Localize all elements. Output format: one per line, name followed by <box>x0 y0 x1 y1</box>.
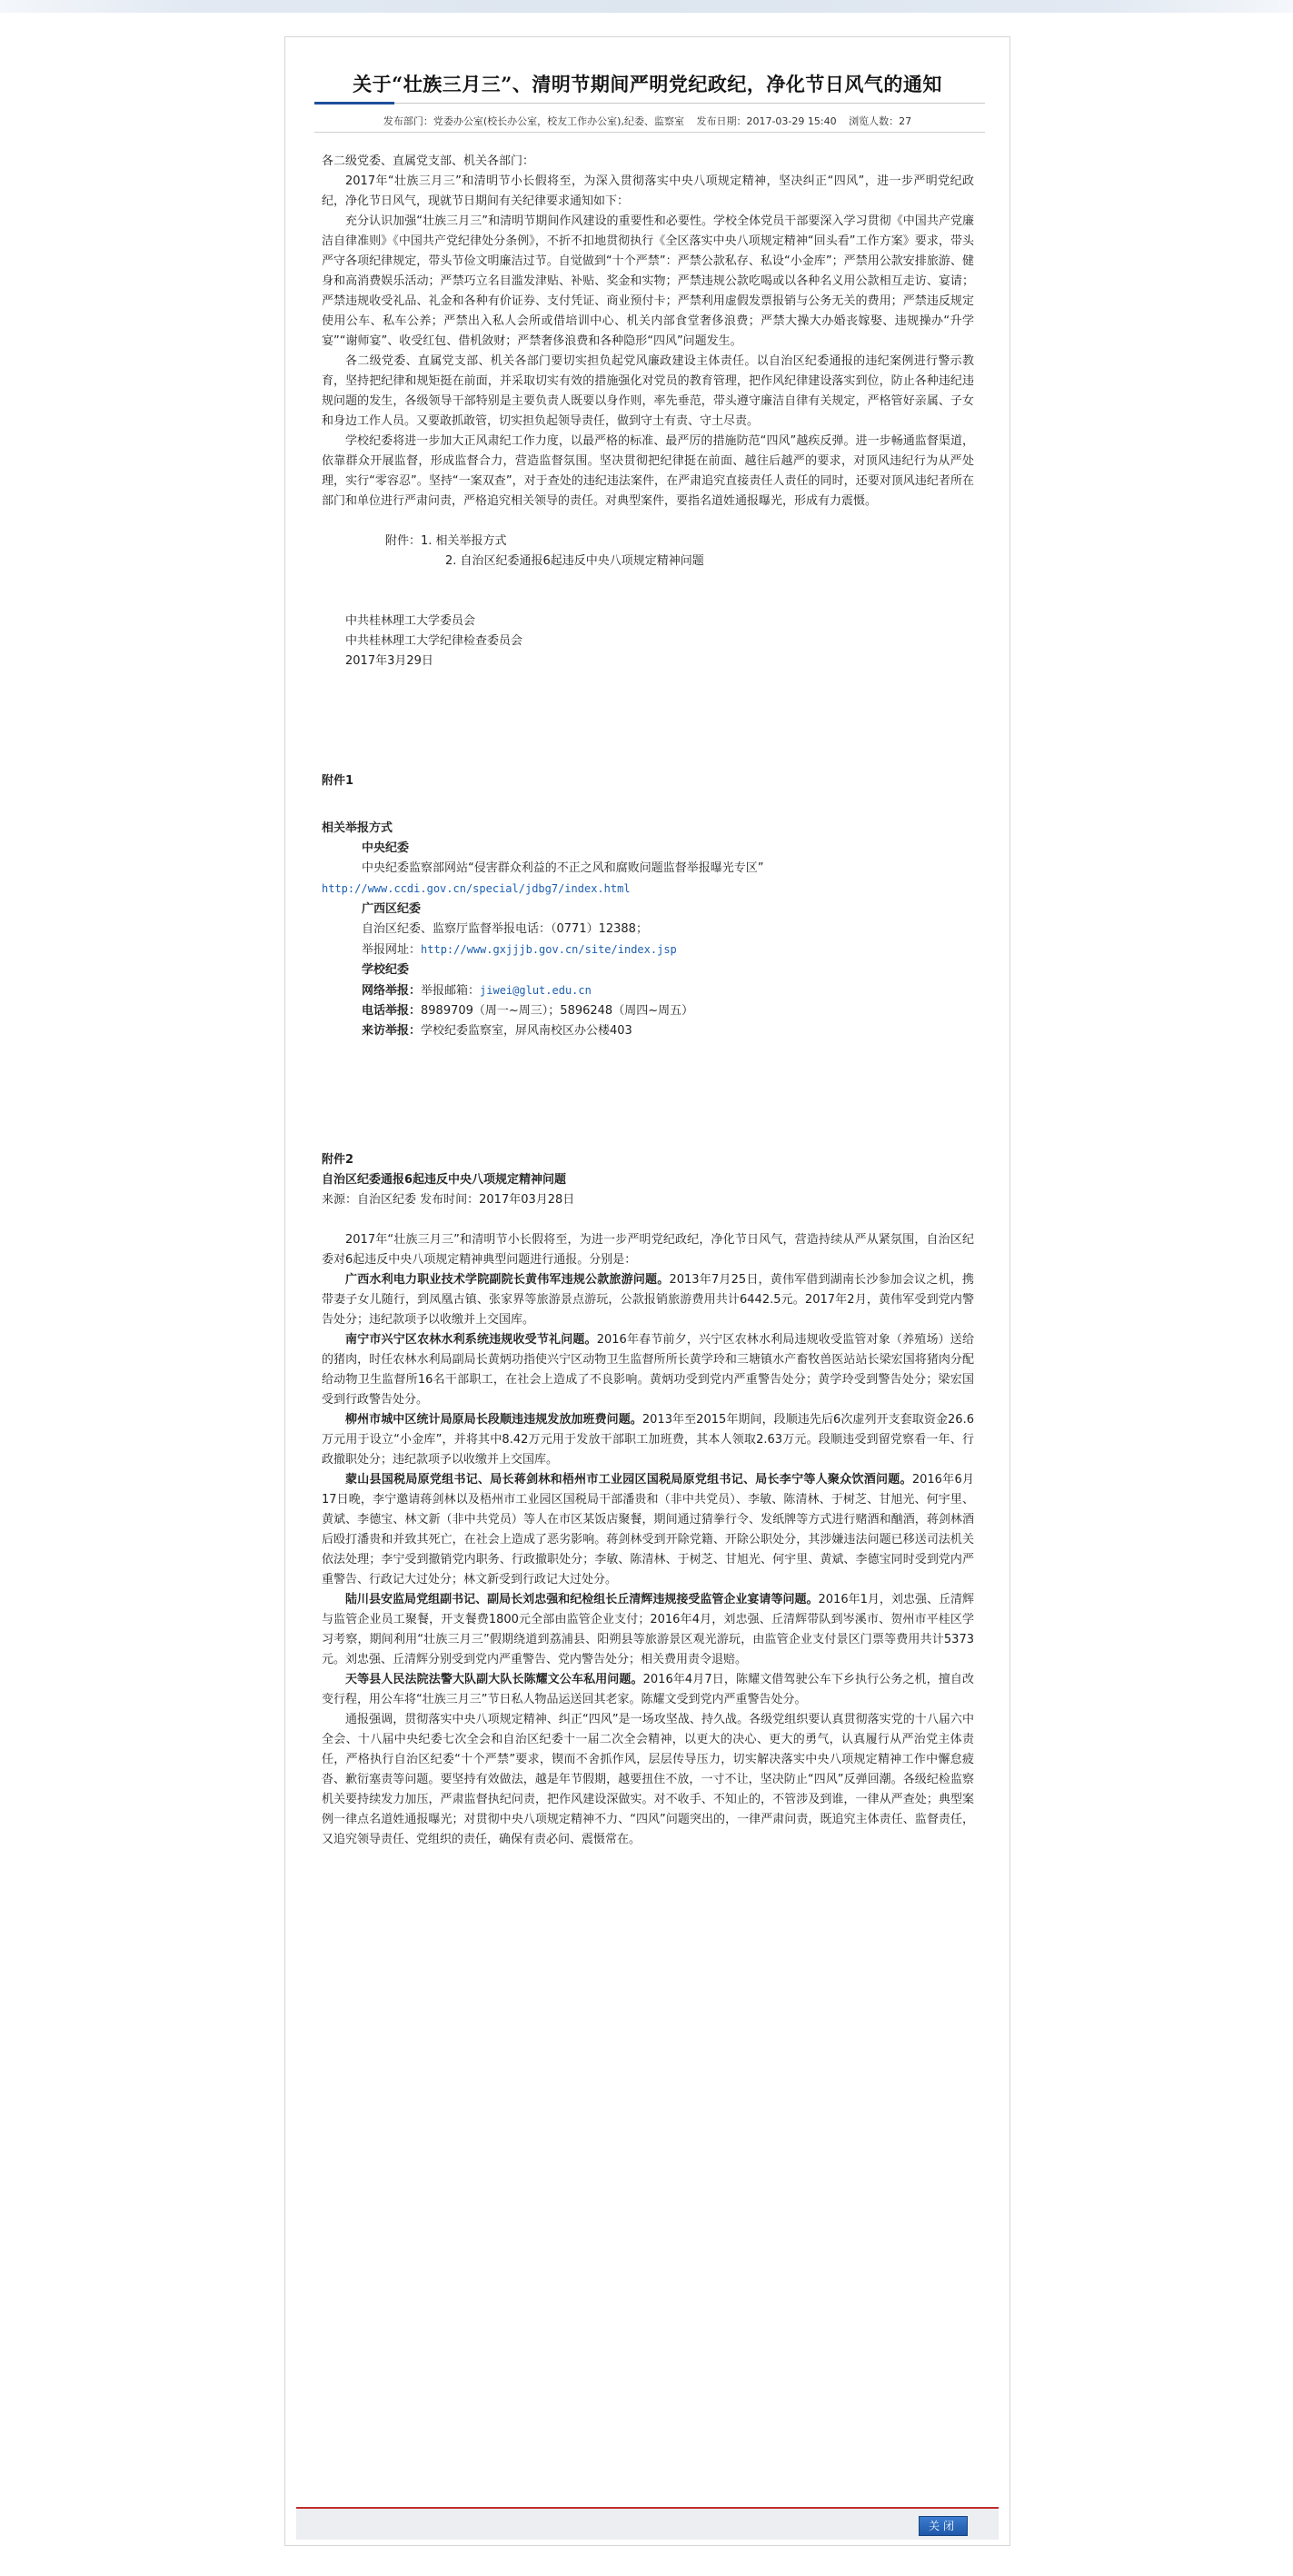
case-title: 蒙山县国税局原党组书记、局长蒋剑林和梧州市工业园区国税局原党组书记、局长李宁等人聚众饮酒问题。 <box>345 1473 912 1487</box>
meta-department: 发布部门：党委办公室(校长办公室，校友工作办公室),纪委、监察室 <box>383 115 684 127</box>
guangxi-site-label: 举报网址： <box>362 943 422 957</box>
notice-meta <box>285 114 1010 128</box>
case-title: 柳州市城中区统计局原局长段顺违违规发放加班费问题。 <box>345 1413 642 1427</box>
net-report-label: 网络举报： <box>362 984 422 998</box>
visit-report-text: 学校纪委监察室，屏风南校区办公楼403 <box>421 1024 632 1038</box>
attachment-list-item-2: 2. 自治区纪委通报6起违反中央八项规定精神问题 <box>445 554 704 568</box>
notice-body <box>322 152 974 1850</box>
guangxi-commission-title: 广西区纪委 <box>362 902 422 916</box>
close-button[interactable]: 关闭 <box>919 2516 968 2536</box>
body-paragraph: 2017年“壮族三月三”和清明节小长假将至，为深入贯彻落实中央八项规定精神，坚决纠正“四风”，进一步严明党纪政纪，净化节日风气，现就节日期间有关纪律要求通知如下： <box>322 174 974 208</box>
case-item <box>322 1590 974 1670</box>
central-commission-link[interactable]: http://www.ccdi.gov.cn/special/jdbg7/index.html <box>322 882 631 895</box>
central-commission-title: 中央纪委 <box>362 841 410 855</box>
phone-report-label: 电话举报： <box>362 1004 422 1018</box>
attachment-2-heading: 自治区纪委通报6起违反中央八项规定精神问题 <box>322 1173 567 1187</box>
title-divider <box>314 103 985 104</box>
attachment-1-heading: 相关举报方式 <box>322 821 393 835</box>
guangxi-site-link[interactable]: http://www.gxjjjb.gov.cn/site/index.jsp <box>421 943 677 956</box>
case-title: 天等县人民法院法警大队副大队长陈耀文公车私用问题。 <box>345 1673 643 1686</box>
attachment-2-intro: 2017年“壮族三月三”和清明节小长假将至，为进一步严明党纪政纪，净化节日风气，营造持续从严从紧氛围，自治区纪委对6起违反中央八项规定精神典型问题进行通报。分别是： <box>322 1233 974 1267</box>
case-item <box>322 1470 974 1590</box>
case-text: 2013年至2015年期间，段顺违先后6次虚列开支套取资金26.6万元用于设立“小金库”，并将其中8.42万元用于发放干部职工加班费，其本人领取2.63万元。段顺违受到留党察看一年、行政撤职处分；违纪款项予以收缴并上交国库。 <box>322 1413 974 1467</box>
attachment-1-label: 附件1 <box>322 774 354 788</box>
top-decor-band <box>0 0 1293 13</box>
signature-org-1: 中共桂林理工大学委员会 <box>345 614 476 628</box>
page-title: 关于“壮族三月三”、清明节期间严明党纪政纪，净化节日风气的通知 <box>353 73 942 95</box>
body-paragraph: 各二级党委、直属党支部、机关各部门要切实担负起党风廉政建设主体责任。以自治区纪委通报的违纪案例进行警示教育，坚持把纪律和规矩挺在前面，并采取切实有效的措施强化对党员的教育管理，把作风纪律建设落实到位，防止各种违纪违规问题的发生，各级领导干部特别是主要负责人既要以身作则，率先垂范，带头遵守廉洁自律有关规定，严格管好亲属、子女和身边工作人员。又要敢抓敢管，切实担负起领导责任，做到守土有责、守土尽责。 <box>322 354 974 428</box>
case-text: 2016年6月17日晚，李宁邀请蒋剑林以及梧州市工业园区国税局干部潘贵和（非中共党员）、李敏、陈清林、于树芝、甘旭光、何宇里、黄斌、李德宝、林文新（非中共党员）等人在市区某饭店聚餐，期间通过猜拳行令、发纸牌等方式进行赌酒和酗酒，蒋剑林酒后殴打潘贵和并致其死亡，在社会上造成了恶劣影响。蒋剑林受到开除党籍、开除公职处分，其涉嫌违法问题已移送司法机关依法处理；李宁受到撤销党内职务、行政撤职处分；李敏、陈清林、于树芝、甘旭光、何宇里、黄斌、李德宝同时受到党内严重警告、行政记大过处分；林文新受到行政记大过处分。 <box>322 1473 974 1586</box>
meta-views: 浏览人数：27 <box>849 115 912 127</box>
case-item <box>322 1670 974 1710</box>
case-text: 2016年1月，刘忠强、丘清辉与监管企业员工聚餐，开支餐费1800元全部由监管企业支付；2016年4月，刘忠强、丘清辉带队到岑溪市、贺州市平桂区学习考察，期间利用“壮族三月三”假期绕道到荔浦县、阳朔县等旅游景区观光游玩，由监管企业支付景区门票等费用共计5373元。刘忠强、丘清辉分别受到党内严重警告、党内警告处分；相关费用责令退赔。 <box>322 1593 974 1666</box>
central-commission-text: 中央纪委监察部网站“侵害群众利益的不正之风和腐败问题监督举报曝光专区” <box>362 861 764 875</box>
body-paragraph: 充分认识加强“壮族三月三”和清明节期间作风建设的重要性和必要性。学校全体党员干部要深入学习贯彻《中国共产党廉洁自律准则》《中国共产党纪律处分条例》，不折不扣地贯彻执行《全区落实中央八项规定精神“回头看”工作方案》要求，带头严守各项纪律规定，带头节俭文明廉洁过节。自觉做到“十个严禁”：严禁公款私存、私设“小金库”；严禁用公款安排旅游、健身和高消费娱乐活动；严禁巧立名目滥发津贴、补贴、奖金和实物；严禁违规公款吃喝或以各种名义用公款相互走访、宴请；严禁违规收受礼品、礼金和各种有价证券、支付凭证、商业预付卡；严禁利用虚假发票报销与公务无关的费用；严禁违反规定使用公车、私车公养；严禁出入私人会所或借培训中心、机关内部食堂奢侈浪费；严禁大操大办婚丧嫁娶、违规操办“升学宴”“谢师宴”、收受红包、借机敛财；严禁奢侈浪费和各种隐形“四风”问题发生。 <box>322 214 974 348</box>
case-item <box>322 1270 974 1330</box>
notice-page <box>284 36 1010 2546</box>
footer-bar <box>296 2507 999 2540</box>
closing-paragraph: 通报强调，贯彻落实中央八项规定精神、纠正“四风”是一场攻坚战、持久战。各级党组织要认真贯彻落实党的十八届六中全会、十八届中央纪委七次全会和自治区纪委十一届二次全会精神，以更大的决心、更大的勇气，认真履行从严治党主体责任，严格执行自治区纪委“十个严禁”要求，锲而不舍抓作风，层层传导压力，切实解决落实中央八项规定精神工作中懈怠疲沓、歉衍塞责等问题。要坚持有效做法，越是年节假期，越要扭住不放，一寸不让，坚决防止“四风”反弹回潮。各级纪检监察机关要持续发力加压，严肃监督执纪问责，把作风建设深做实。对不收手、不知止的，不管涉及到谁，一律从严查处；典型案例一律点名道姓通报曝光；对贯彻中央八项规定精神不力、“四风”问题突出的，一律严肃问责，既追究主体责任、监督责任，又追究领导责任、党组织的责任，确保有责必问、震慑常在。 <box>322 1713 974 1846</box>
signature-org-2: 中共桂林理工大学纪律检查委员会 <box>345 634 523 648</box>
title-accent-bar <box>314 102 394 104</box>
net-report-text: 举报邮箱： <box>421 984 481 998</box>
case-item <box>322 1410 974 1470</box>
body-paragraph: 学校纪委将进一步加大正风肃纪工作力度，以最严格的标准、最严厉的措施防范“四风”越疾反弹。进一步畅通监督渠道，依靠群众开展监督，形成监督合力，营造监督氛围。坚决贯彻把纪律挺在前面、越往后越严的要求，对顶风违纪行为从严处理，实行“零容忍”。坚持“一案双查”，对于查处的违纪违法案件，在严肃追究直接责任人责任的同时，还要对顶风违纪者所在部门和单位进行严肃问责，严格追究相关领导的责任。对典型案件，要指名道姓通报曝光，形成有力震慑。 <box>322 434 974 508</box>
report-email-link[interactable]: jiwei@glut.edu.cn <box>480 984 592 997</box>
case-title: 南宁市兴宁区农林水利系统违规收受节礼问题。 <box>345 1333 597 1347</box>
attachment-2-source: 来源：自治区纪委 发布时间：2017年03月28日 <box>322 1193 575 1207</box>
phone-report-text: 8989709（周一~周三）；5896248（周四~周五） <box>421 1004 694 1018</box>
case-text: 2013年7月25日，黄伟军借到湖南长沙参加会议之机，携带妻子女儿随行，到凤凰古镇、张家界等旅游景点游玩，公款报销旅游费用共计6442.5元。2017年2月，黄伟军受到党内警告处分；违纪款项予以收缴并上交国库。 <box>322 1273 974 1327</box>
attachment-list-item-1: 附件：1. 相关举报方式 <box>385 534 507 548</box>
signature-date: 2017年3月29日 <box>345 654 433 668</box>
case-title: 陆川县安监局党组副书记、副局长刘忠强和纪检组长丘清辉违规接受监管企业宴请等问题。 <box>345 1593 819 1606</box>
case-text: 2016年春节前夕，兴宁区农林水利局违规收受监管对象（养殖场）送给的猪肉，时任农林水利局副局长黄炳功指使兴宁区动物卫生监督所所长黄学玲和三塘镇水产畜牧兽医站站长梁宏国将猪肉分配给动物卫生监督所16名干部职工，在社会上造成了不良影响。黄炳功受到党内严重警告处分；黄学玲受到警告处分；梁宏国受到行政警告处分。 <box>322 1333 974 1407</box>
visit-report-label: 来访举报： <box>362 1024 422 1038</box>
case-title: 广西水利电力职业技术学院副院长黄伟军违规公款旅游问题。 <box>345 1273 670 1287</box>
meta-divider <box>314 132 985 133</box>
greeting: 各二级党委、直属党支部、机关各部门： <box>322 154 535 168</box>
attachment-2-label: 附件2 <box>322 1153 354 1167</box>
meta-publish-time: 发布日期：2017-03-29 15:40 <box>696 115 837 127</box>
case-item <box>322 1330 974 1410</box>
guangxi-phone: 自治区纪委、监察厅监督举报电话：（0771）12388； <box>362 922 648 936</box>
school-commission-title: 学校纪委 <box>362 963 410 977</box>
case-text: 2016年4月7日，陈耀文借驾驶公车下乡执行公务之机，擅自改变行程，用公车将“壮族三月三”节日私人物品运送回其老家。陈耀文受到党内严重警告处分。 <box>322 1673 974 1706</box>
